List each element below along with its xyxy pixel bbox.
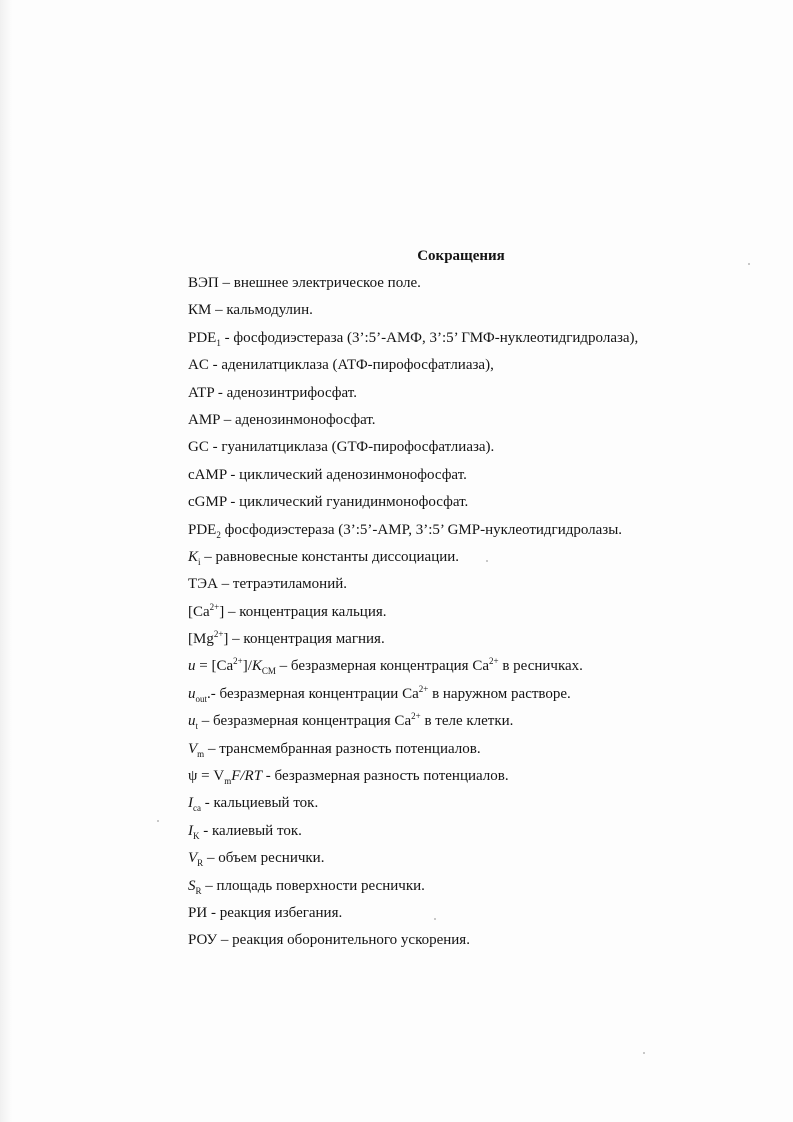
abbreviation-term: $PDE_1$ bbox=[188, 329, 221, 348]
abbreviation-entry: ВЭП – внешнее электрическое поле. bbox=[188, 275, 421, 291]
abbreviation-term: $[Ca^{2+}]$ bbox=[188, 601, 225, 620]
abbreviation-definition: реакция избегания. bbox=[219, 904, 343, 921]
abbreviation-term: cGMP bbox=[188, 494, 227, 511]
abbreviation-term: ВЭП bbox=[188, 275, 219, 291]
abbreviation-entry: GC - гуанилатциклаза (GТФ-пирофосфатлиаза). bbox=[188, 439, 495, 456]
abbreviation-definition: концентрация магния. bbox=[243, 631, 385, 648]
abbreviation-definition: площадь поверхности реснички. bbox=[216, 877, 425, 894]
abbreviation-definition: аденилатциклаза (АТФ-пирофосфатлиаза), bbox=[221, 357, 494, 374]
abbreviation-term: РИ bbox=[188, 904, 208, 921]
abbreviation-term: $u_t$ bbox=[188, 713, 199, 732]
abbreviation-definition: внешнее электрическое поле. bbox=[233, 275, 421, 291]
abbreviation-term: $\psi = V_mF/RT$ bbox=[188, 768, 263, 787]
abbreviation-definition: аденозинмонофосфат. bbox=[234, 411, 376, 428]
abbreviation-term: $S_R$ bbox=[188, 877, 202, 896]
abbreviation-definition: фосфодиэстераза (3’:5’-АМФ, 3’:5’ ГМФ-нуклеотидгидролаза), bbox=[233, 329, 639, 346]
scan-speck bbox=[434, 918, 436, 920]
abbreviation-entry: ATP - аденозинтрифосфат. bbox=[188, 384, 357, 401]
abbreviation-definition: гуанилатциклаза (GТФ-пирофосфатлиаза). bbox=[221, 439, 495, 456]
abbreviation-entry: AC - аденилатциклаза (АТФ-пирофосфатлиаза), bbox=[188, 357, 494, 374]
abbreviation-entry: $[Ca^{2+}]$ – концентрация кальция. bbox=[188, 601, 387, 620]
abbreviation-definition: концентрация кальция. bbox=[239, 603, 387, 620]
scan-speck bbox=[748, 263, 750, 265]
abbreviation-definition: циклический аденозинмонофосфат. bbox=[239, 466, 467, 483]
abbreviation-entry: $u_{out}.-$ безразмерная концентрации $Ca^{2+}$ в наружном растворе. bbox=[188, 683, 571, 704]
abbreviation-term: ATP bbox=[188, 384, 215, 401]
abbreviation-term: $PDE_2$ bbox=[188, 521, 221, 540]
abbreviation-definition: безразмерная концентрация $Ca^{2+}$ в теле клетки. bbox=[213, 711, 514, 730]
abbreviation-definition: кальциевый ток. bbox=[213, 795, 319, 812]
abbreviation-definition: безразмерная разность потенциалов. bbox=[274, 768, 509, 785]
abbreviation-term: $K_i$ bbox=[188, 548, 201, 567]
page-title: Сокращения bbox=[417, 248, 505, 264]
abbreviation-definition: равновесные константы диссоциации. bbox=[215, 548, 460, 565]
abbreviation-entry: $u_t$ – безразмерная концентрация $Ca^{2+}$ в теле клетки. bbox=[188, 711, 514, 732]
abbreviation-definition: циклический гуанидинмонофосфат. bbox=[239, 494, 469, 511]
abbreviation-term: $I_{ca}$ bbox=[188, 795, 201, 814]
abbreviation-entry: $[Mg^{2+}]$ – концентрация магния. bbox=[188, 629, 385, 648]
abbreviation-term: AMP bbox=[188, 411, 220, 428]
abbreviation-entry: $u = [Ca^{2+}]/K_{CM}$ – безразмерная концентрация $Ca^{2+}$ в ресничках. bbox=[188, 656, 583, 677]
abbreviation-entry: РИ - реакция избегания. bbox=[188, 904, 343, 921]
abbreviation-definition: калиевый ток. bbox=[212, 822, 302, 839]
abbreviation-definition: кальмодулин. bbox=[226, 302, 313, 319]
abbreviation-list bbox=[188, 273, 638, 958]
abbreviation-term: $[Mg^{2+}]$ bbox=[188, 629, 229, 648]
abbreviation-entry: $V_m$ – трансмембранная разность потенциалов. bbox=[188, 740, 481, 759]
abbreviation-entry: $I_K$ - калиевый ток. bbox=[188, 822, 302, 841]
abbreviation-entry: AMP – аденозинмонофосфат. bbox=[188, 411, 376, 428]
scan-speck bbox=[486, 560, 488, 562]
abbreviation-entry: $I_{ca}$ - кальциевый ток. bbox=[188, 795, 319, 814]
abbreviation-definition: реакция оборонительного ускорения. bbox=[232, 932, 470, 949]
abbreviation-definition: фосфодиэстераза (3’:5’-AMP, 3’:5’ GMP-нуклеотидгидролазы. bbox=[224, 521, 623, 538]
abbreviation-term: КМ bbox=[188, 302, 212, 319]
abbreviation-entry: $V_R$ – объем реснички. bbox=[188, 850, 325, 869]
abbreviation-entry: $S_R$ – площадь поверхности реснички. bbox=[188, 877, 425, 896]
abbreviation-term: AC bbox=[188, 357, 209, 374]
abbreviation-definition: тетраэтиламоний. bbox=[232, 576, 348, 593]
abbreviation-term: $u_{out}$ bbox=[188, 685, 208, 704]
abbreviation-term: $I_K$ bbox=[188, 822, 200, 841]
abbreviation-entry: РОУ – реакция оборонительного ускорения. bbox=[188, 932, 470, 949]
abbreviation-term: ТЭА bbox=[188, 576, 218, 593]
abbreviation-term: $u = [Ca^{2+}]/K_{CM}$ bbox=[188, 656, 276, 677]
scan-speck bbox=[157, 820, 159, 822]
abbreviation-entry: КМ – кальмодулин. bbox=[188, 302, 313, 319]
scan-shadow bbox=[0, 0, 12, 1122]
abbreviation-definition: аденозинтрифосфат. bbox=[226, 384, 357, 401]
abbreviation-entry bbox=[188, 520, 638, 547]
abbreviation-definition: безразмерная концентрации $Ca^{2+}$ в наружном растворе. bbox=[219, 683, 571, 702]
abbreviation-entry: ТЭА – тетраэтиламоний. bbox=[188, 576, 348, 593]
abbreviation-definition: объем реснички. bbox=[218, 850, 325, 867]
abbreviation-term: cAMP bbox=[188, 466, 227, 483]
abbreviation-entry: $PDE_1$ - фосфодиэстераза (3’:5’-АМФ, 3’:5’ ГМФ-нуклеотидгидролаза), bbox=[188, 329, 639, 348]
abbreviation-entry: $\psi = V_mF/RT$ - безразмерная разность потенциалов. bbox=[188, 768, 509, 787]
abbreviation-term: $V_m$ bbox=[188, 740, 205, 759]
abbreviation-definition: безразмерная концентрация $Ca^{2+}$ в ресничках. bbox=[290, 656, 583, 675]
abbreviation-definition: трансмембранная разность потенциалов. bbox=[219, 740, 481, 757]
abbreviation-entry: cGMP - циклический гуанидинмонофосфат. bbox=[188, 494, 469, 511]
abbreviation-term: GC bbox=[188, 439, 209, 456]
abbreviation-term: $V_R$ bbox=[188, 850, 204, 869]
scan-speck bbox=[643, 1052, 645, 1054]
abbreviation-term: РОУ bbox=[188, 932, 218, 949]
abbreviation-entry: cAMP - циклический аденозинмонофосфат. bbox=[188, 466, 467, 483]
abbreviation-entry: $K_i$ – равновесные константы диссоциации. bbox=[188, 548, 460, 567]
